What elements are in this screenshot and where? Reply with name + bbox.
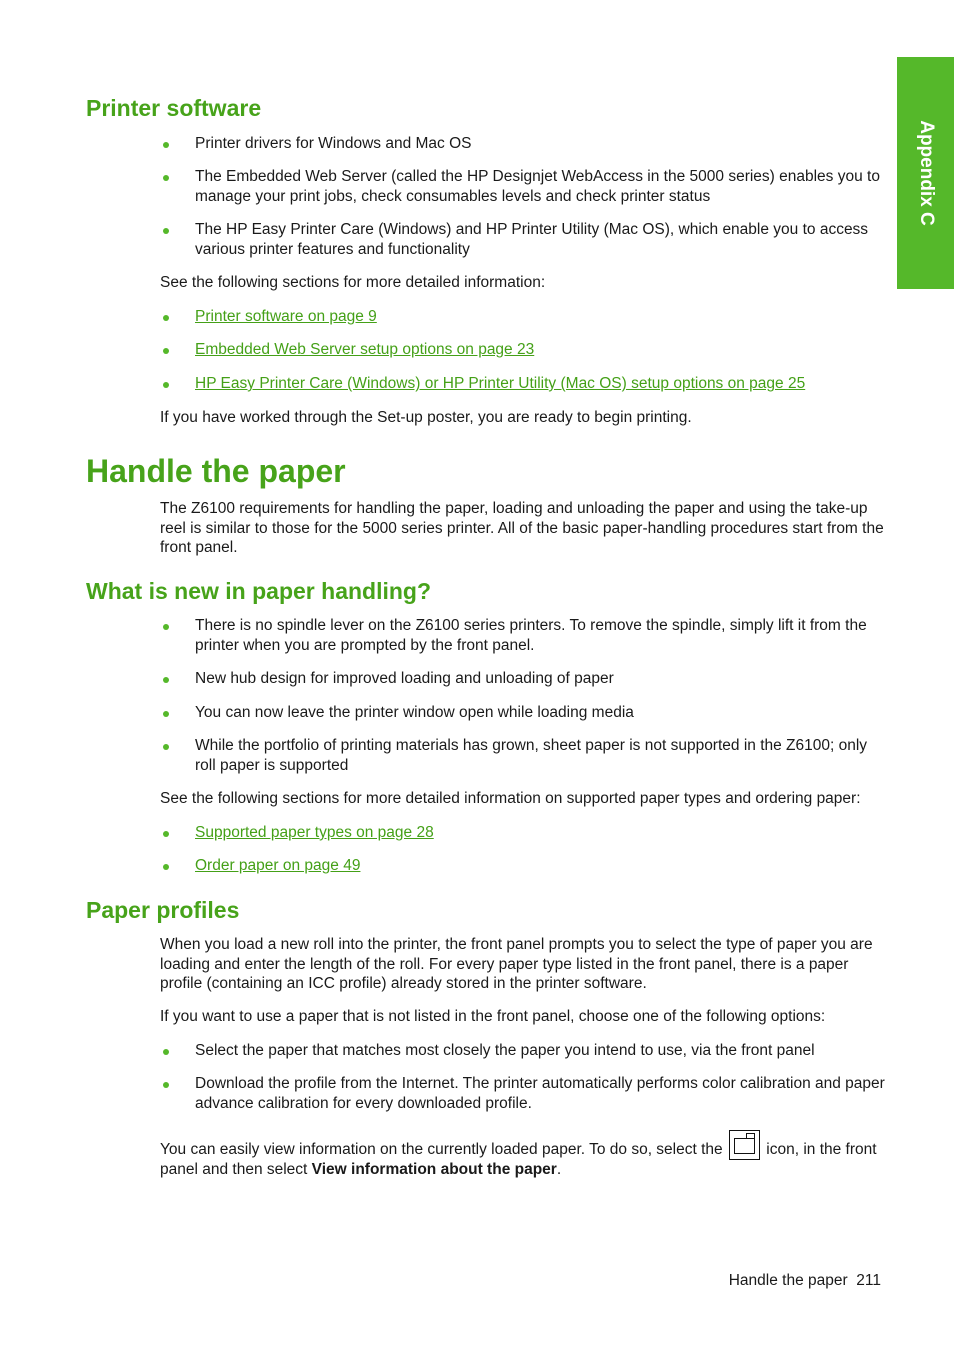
list-item: Printer drivers for Windows and Mac OS xyxy=(160,134,886,154)
bullet-icon xyxy=(163,142,169,148)
list-item: New hub design for improved loading and unloading of paper xyxy=(160,669,886,689)
see-more-text: See the following sections for more detailed information: xyxy=(160,274,546,291)
bullet-icon xyxy=(163,711,169,717)
closing-text: If you have worked through the Set-up poster, you are ready to begin printing. xyxy=(160,409,692,426)
bullet-icon xyxy=(163,382,169,388)
list-item: The HP Easy Printer Care (Windows) and HP Printer Utility (Mac OS), which enable you to access various printer features and functionality xyxy=(160,220,886,259)
link-printer-software[interactable]: Printer software on page 9 xyxy=(195,308,377,325)
link-order-paper[interactable]: Order paper on page 49 xyxy=(195,857,361,874)
bullet-icon xyxy=(163,1082,169,1088)
link-item xyxy=(160,823,886,843)
bullet-icon xyxy=(163,677,169,683)
list-item: There is no spindle lever on the Z6100 series printers. To remove the spindle, simply lift it from the printer when you are prompted by the front panel. xyxy=(160,616,886,655)
link-embedded-web-server[interactable]: Embedded Web Server setup options on page 23 xyxy=(195,341,535,358)
link-item xyxy=(160,856,886,876)
list-item: You can now leave the printer window open while loading media xyxy=(160,703,886,723)
appendix-tab-label: Appendix C xyxy=(915,120,937,226)
footer-section-title: Handle the paper xyxy=(728,1272,848,1289)
handle-paper-heading: Handle the paper xyxy=(86,453,346,489)
bullet-icon xyxy=(163,831,169,837)
list-item: Select the paper that matches most closely the paper you intend to use, via the front panel xyxy=(160,1041,886,1061)
list-item: The Embedded Web Server (called the HP Designjet WebAccess in the 5000 series) enables you to manage your print jobs, check consumables levels and check printer status xyxy=(160,167,886,206)
link-easy-printer-care[interactable]: HP Easy Printer Care (Windows) or HP Printer Utility (Mac OS) setup options on page 25 xyxy=(195,375,806,392)
bullet-icon xyxy=(163,624,169,630)
see-more-text: See the following sections for more detailed information on supported paper types and ordering paper: xyxy=(160,790,861,807)
paper-profiles-p3: You can easily view information on the currently loaded paper. To do so, select the icon, in the front panel and then select View information about the paper. xyxy=(160,1130,886,1180)
page-number: 211 xyxy=(856,1272,881,1289)
bullet-icon xyxy=(163,864,169,870)
paper-profiles-heading: Paper profiles xyxy=(86,897,240,923)
link-supported-paper-types[interactable]: Supported paper types on page 28 xyxy=(195,824,434,841)
whats-new-heading: What is new in paper handling? xyxy=(86,578,432,604)
list-item: While the portfolio of printing materials has grown, sheet paper is not supported in the Z6100; only roll paper is supported xyxy=(160,736,886,775)
printer-software-heading: Printer software xyxy=(86,95,262,121)
list-item: Download the profile from the Internet. The printer automatically performs color calibration and paper advance calibration for every downloaded profile. xyxy=(160,1074,886,1113)
paper-info-icon xyxy=(729,1130,760,1160)
handle-paper-intro: The Z6100 requirements for handling the paper, loading and unloading the paper and using the take-up reel is similar to those for the 5000 series printer. All of the basic paper-handling procedures start from the front panel. xyxy=(160,500,884,556)
appendix-tab xyxy=(897,57,954,289)
link-item xyxy=(160,340,886,360)
paper-profiles-p1: When you load a new roll into the printer, the front panel prompts you to select the type of paper you are loading and enter the length of the roll. For every paper type listed in the front panel, there is a paper profile (containing an ICC profile) already stored in the printer software. xyxy=(160,936,873,992)
bullet-icon xyxy=(163,1049,169,1055)
bullet-icon xyxy=(163,315,169,321)
link-item xyxy=(160,374,886,394)
link-item xyxy=(160,307,886,327)
bullet-icon xyxy=(163,228,169,234)
bullet-icon xyxy=(163,348,169,354)
bullet-icon xyxy=(163,175,169,181)
paper-profiles-p2: If you want to use a paper that is not listed in the front panel, choose one of the following options: xyxy=(160,1008,826,1025)
page-footer xyxy=(729,1272,881,1290)
bullet-icon xyxy=(163,744,169,750)
